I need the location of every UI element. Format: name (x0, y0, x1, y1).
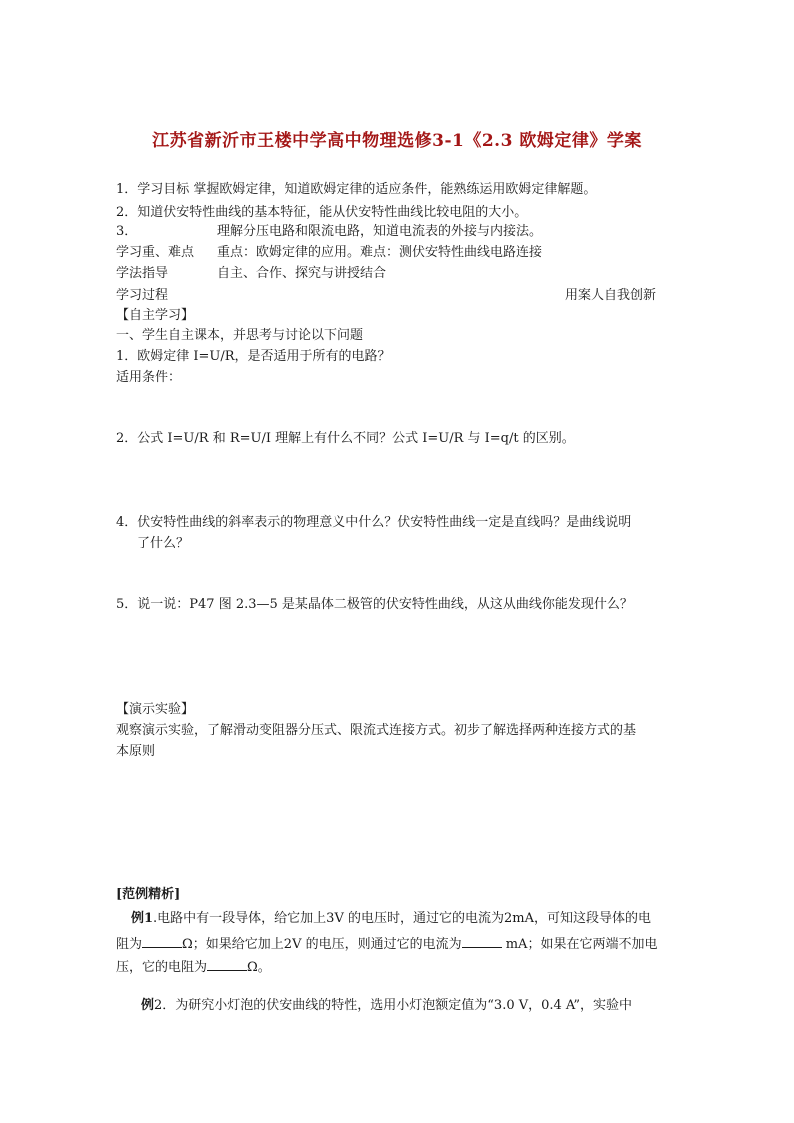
demo-heading: 【演示实验】 (116, 702, 195, 717)
key-points-label: 学习重、难点 (116, 245, 195, 260)
examples-heading: [范例精析] (116, 887, 181, 902)
question-2: 2．公式 I=U/R 和 R=U/I 理解上有什么不同？公式 I=U/R 与 I=q/t 的区别。 (116, 431, 575, 446)
example-2-text: 2．为研究小灯泡的伏安曲线的特性，选用小灯泡额定值为“3.0 V，0.4 A”，实验中 (154, 998, 633, 1013)
example-1-text-b: Ω；如果给它加上2V 的电压，则通过它的电流为 (182, 937, 462, 952)
example-1-text-c: mA；如果在它两端不加电 (501, 937, 658, 952)
key-points-text: 重点：欧姆定律的应用。难点：测伏安特性曲线电路连接 (217, 245, 543, 260)
process-right-note: 用案人自我创新 (565, 288, 657, 303)
answer-blank-current[interactable] (462, 935, 502, 948)
question-4-line-1: 4．伏安特性曲线的斜率表示的物理意义中什么？伏安特性曲线一定是直线吗？是曲线说明 (116, 515, 632, 530)
self-study-heading: 【自主学习】 (116, 308, 195, 323)
question-1: 1．欧姆定律 I=U/R，是否适用于所有的电路？ (116, 349, 391, 364)
objective-2: 2．知道伏安特性曲线的基本特征，能从伏安特性曲线比较电阻的大小。 (116, 205, 528, 220)
example-2-line-1 (141, 998, 632, 1014)
demo-line-2: 本原则 (116, 744, 156, 759)
question-5: 5．说一说：P47 图 2.3—5 是某晶体二极管的伏安特性曲线，从这从曲线你能发现什么？ (116, 597, 633, 612)
example-1-text-e: Ω。 (247, 960, 271, 975)
example-1-line-3 (116, 958, 271, 976)
objective-3-text: 理解分压电路和限流电路，知道电流表的外接与内接法。 (217, 224, 543, 239)
example-1-label: 例1 (131, 911, 154, 926)
page-title: 江苏省新沂市王楼中学高中物理选修3-1《2.3 欧姆定律》学案 (152, 131, 642, 151)
objective-1: 1．学习目标 掌握欧姆定律，知道欧姆定律的适应条件，能熟练运用欧姆定律解题。 (116, 182, 597, 197)
process-label: 学习过程 (116, 288, 169, 303)
example-1-text: .电路中有一段导体，给它加上3V 的电压时，通过它的电流为2mA，可知这段导体的电 (153, 911, 651, 926)
example-1-line-1 (131, 911, 651, 927)
question-1-condition: 适用条件： (116, 370, 182, 385)
answer-blank-resistance-no-voltage[interactable] (207, 958, 247, 971)
example-1-text-d: 压，它的电阻为 (116, 960, 208, 975)
example-1-line-2 (116, 935, 657, 953)
method-text: 自主、合作、探究与讲授结合 (217, 266, 387, 281)
method-label: 学法指导 (116, 266, 169, 281)
answer-blank-resistance[interactable] (142, 935, 182, 948)
example-1-text-a: 阻为 (116, 937, 143, 952)
question-4-line-2: 了什么？ (137, 536, 190, 551)
objective-3-number: 3． (116, 224, 138, 239)
demo-line-1: 观察演示实验，了解滑动变阻器分压式、限流式连接方式。初步了解选择两种连接方式的基 (116, 723, 637, 738)
self-study-intro: 一、学生自主课本，并思考与讨论以下问题 (116, 328, 364, 343)
example-2-label: 例 (141, 998, 155, 1013)
